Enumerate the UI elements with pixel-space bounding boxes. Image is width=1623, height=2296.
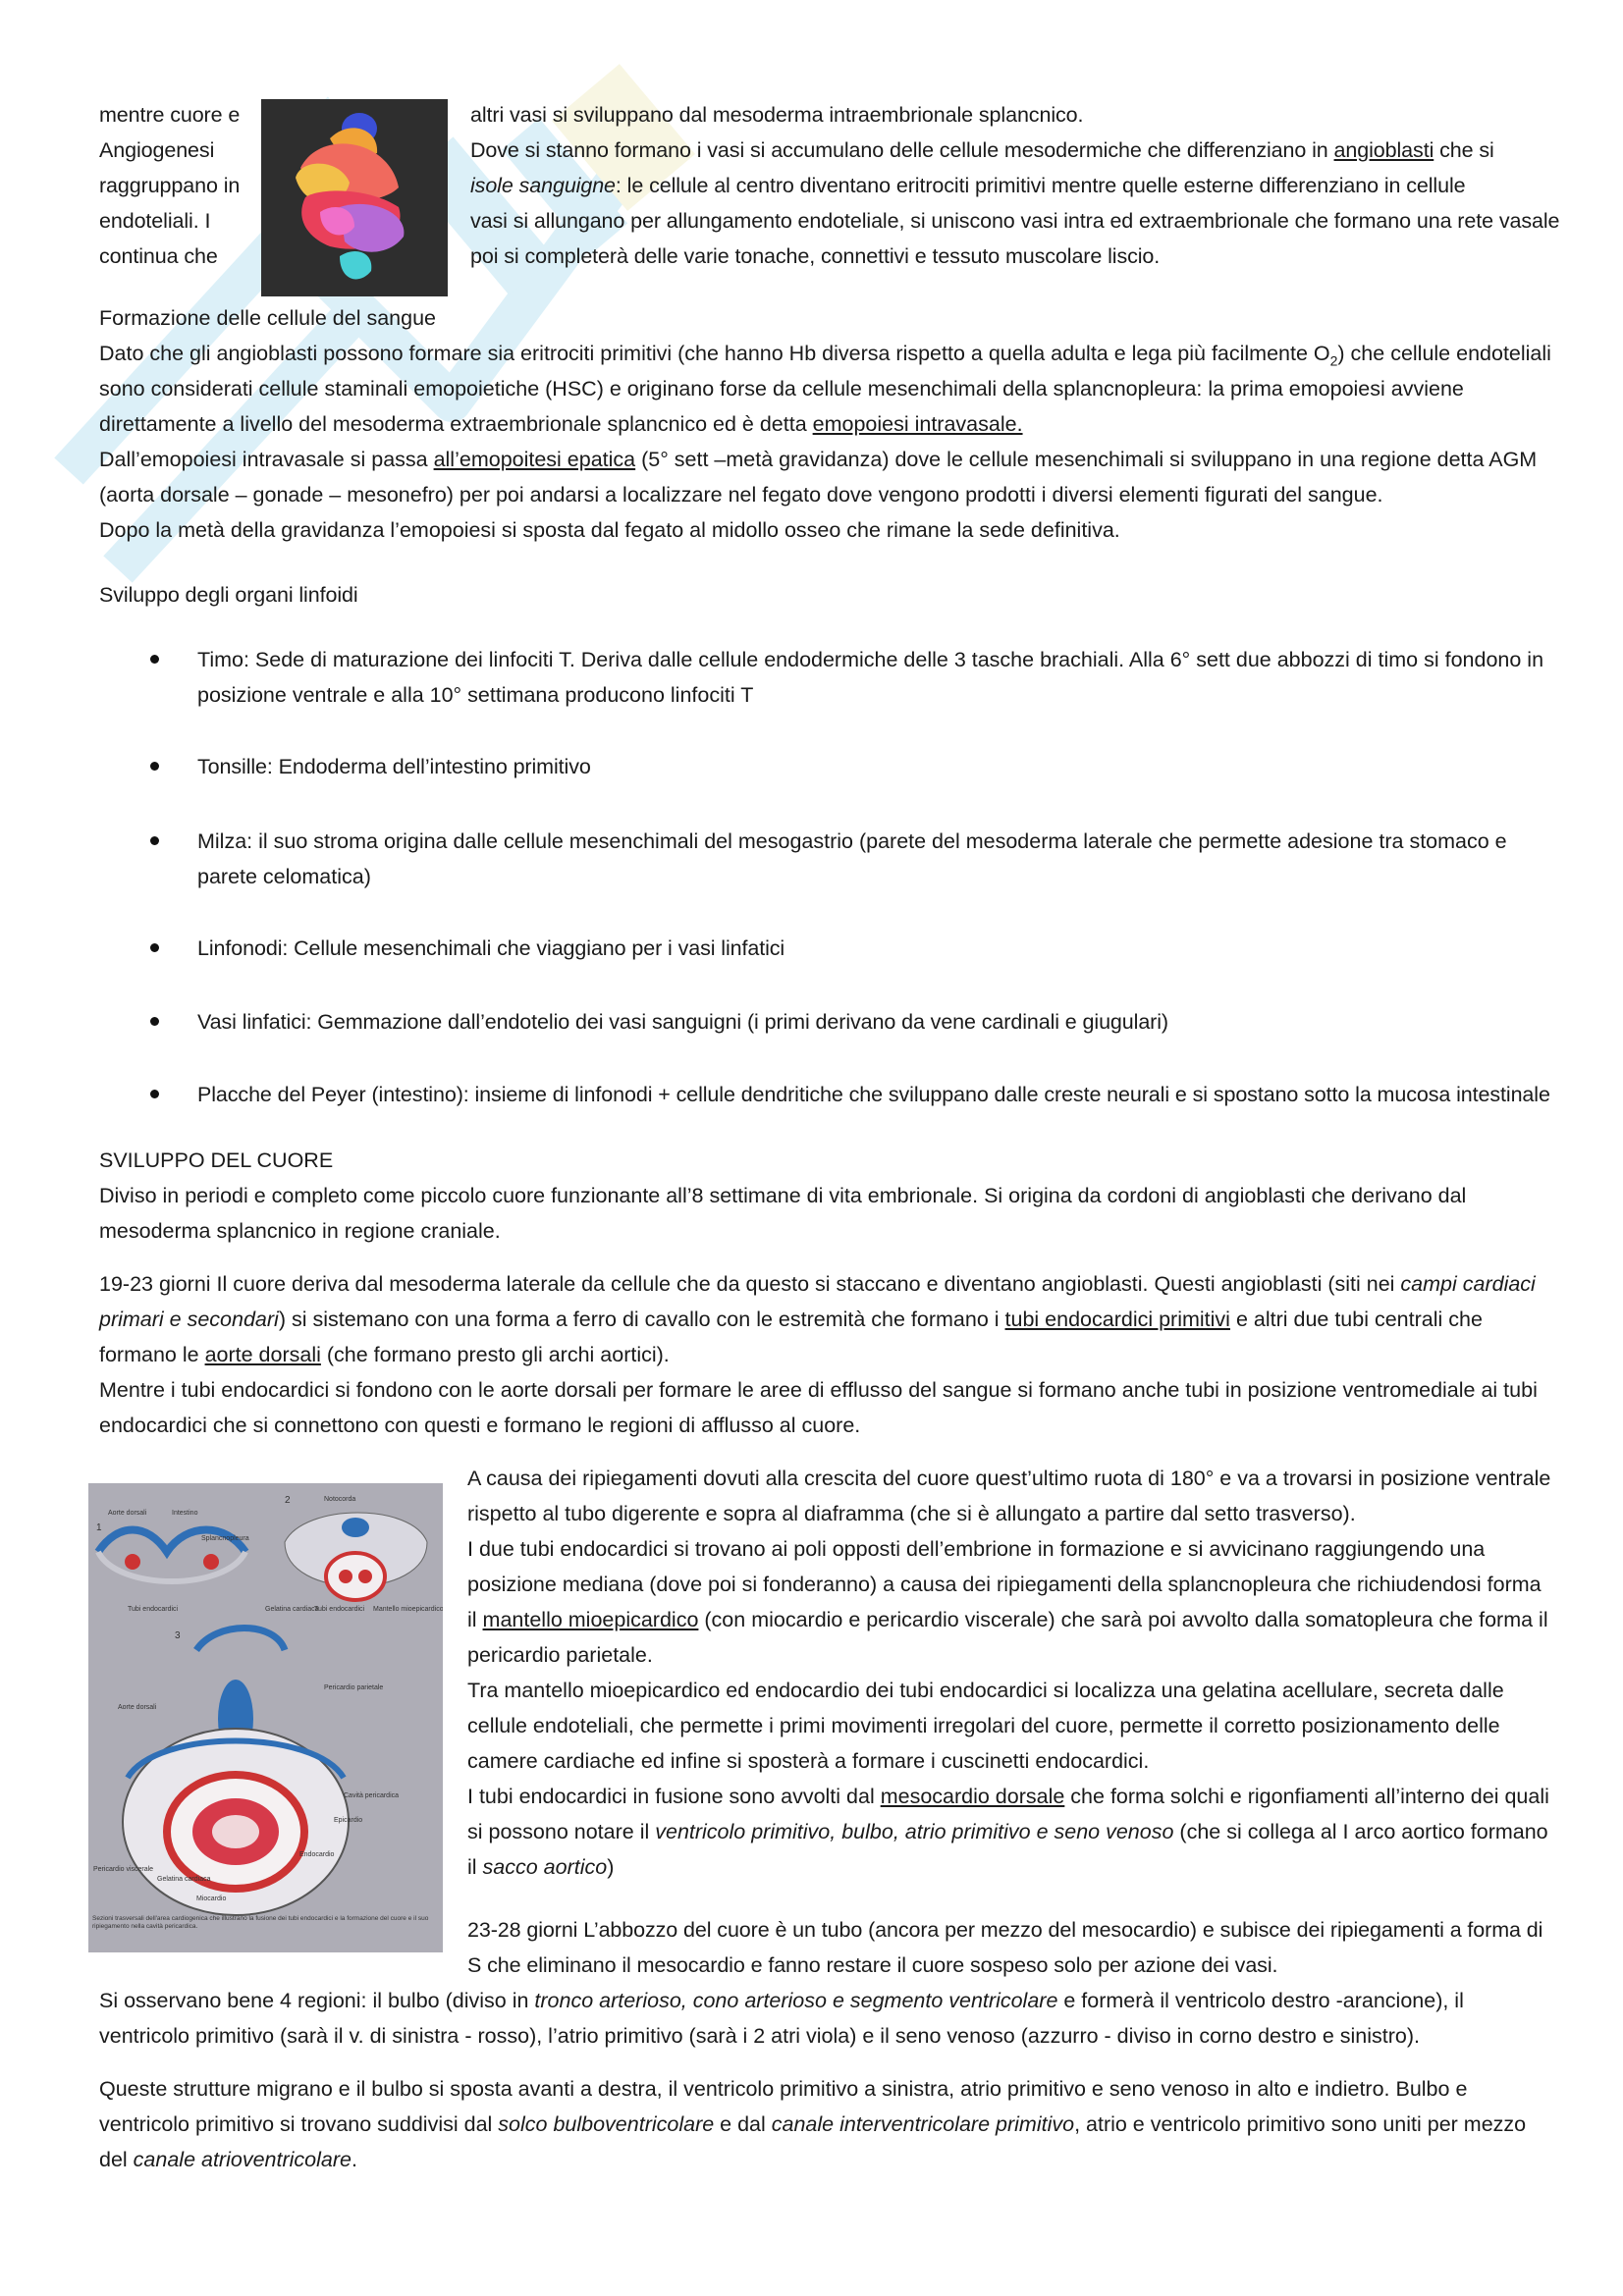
right-line-1: altri vasi si sviluppano dal mesoderma intraembrionale splancnico. [470, 103, 1084, 127]
fig-label: Splancnopleura [201, 1535, 249, 1542]
embryo-cross-section-figure [88, 1483, 443, 1952]
heart-tube-model-image [261, 99, 448, 296]
blood-paragraph-1: Dato che gli angioblasti possono formare sia eritrociti primitivi (che hanno Hb diversa rispetto a quella adulta e lega più facilmente $O_2$) che cellule endoteliali sono considerati cellule staminali emopoietiche (HSC) e originano forse da cellule mesenchimali della splancnopleura: la prima emopoiesi avviene direttamente a livello del mesoderma extraembrionale splancnico ed è detta emopoiesi intravasale. [99, 342, 1551, 436]
right-line-2: Dove si stanno formano i vasi si accumulano delle cellule mesodermiche che differenziano in angioblasti che si [470, 138, 1494, 162]
heart-fusion-text: I due tubi endocardici si trovano ai poli opposti dell’embrione in formazione e si avvicinano raggiungendo una posizione mediana (dove poi si fonderanno) a causa dei ripiegamenti della splancnopleura che richiudendosi forma il mantello mioepicardico (con miocardio e pericardio viscerale) che sarà poi avvolto dalla somatopleura che forma il pericardio parietale. [467, 1537, 1548, 1667]
fig-label: Epicardio [334, 1817, 363, 1824]
bullet-dot [150, 762, 159, 771]
fig-label: Tubi endocardici [314, 1606, 365, 1613]
heart-23-28-line-1: 23-28 giorni L’abbozzo del cuore è un tubo (ancora per mezzo del mesocardio) e subisce dei ripiegamenti a forma di [467, 1918, 1543, 1942]
fig-label: Intestino [172, 1510, 198, 1517]
fig-label: Endocardio [299, 1851, 335, 1858]
figure-caption: Sezioni trasversali dell'area cardiogenica che illustrano la fusione dei tubi endocardici e la formazione del cuore e il suo ripiegamento nella cavità pericardica. [92, 1915, 429, 1930]
list-item-vasi-linfatici: Vasi linfatici: Gemmazione dall’endotelio dei vasi sanguigni (i primi derivano da vene cardinali e giugulari) [197, 1010, 1168, 1034]
fig-number: 3 [175, 1630, 181, 1641]
list-item-placche-peyer: Placche del Peyer (intestino): insieme di linfonodi + cellule dendritiche che sviluppano dalle creste neurali e si spostano sotto la mucosa intestinale [197, 1083, 1550, 1106]
heart-intro: Diviso in periodi e completo come piccolo cuore funzionante all’8 settimane di vita embrionale. Si origina da cordoni di angioblasti che derivano dal mesoderma splancnico in regione craniale. [99, 1184, 1467, 1243]
fig-label: Cavità pericardica [344, 1792, 400, 1799]
bullet-dot [150, 1017, 159, 1026]
lymph-title: Sviluppo degli organi linfoidi [99, 583, 358, 607]
heart-title: SVILUPPO DEL CUORE [99, 1148, 334, 1172]
heart-23-28-line-2: S che eliminano il mesocardio e fanno restare il cuore sospeso solo per azione dei vasi. [467, 1953, 1278, 1977]
fig-label: Pericardio parietale [324, 1684, 384, 1691]
blood-paragraph-2: Dall’emopoiesi intravasale si passa all’emopoitesi epatica (5° sett –metà gravidanza) dove le cellule mesenchimali si sviluppano in una regione detta AGM (aorta dorsale – gonade – mesonefro) per poi andarsi a localizzare nel fegato dove vengono prodotti i diversi elementi figurati del sangue. [99, 448, 1538, 507]
heart-mesocardium-text: I tubi endocardici in fusione sono avvolti dal mesocardio dorsale che forma solchi e rigonfiamenti all’interno dei quali si possono notare il ventricolo primitivo, bulbo, atrio primitivo e seno venoso (che si collega al I arco aortico formano il sacco aortico) [467, 1785, 1549, 1879]
heart-migration-text: Queste strutture migrano e il bulbo si sposta avanti a destra, il ventricolo primitivo a sinistra, atrio primitivo e seno venoso in alto e indietro. Bulbo e ventricolo primitivo si trovano suddivisi dal solco bulboventricolare e dal canale interventricolare primitivo, atrio e ventricolo primitivo sono uniti per mezzo del canale atrioventricolare. [99, 2077, 1527, 2171]
fig-label: Mantello mioepicardico [373, 1606, 443, 1613]
fig-label: Tubi endocardici [128, 1606, 179, 1613]
fig-label: Aorte dorsali [108, 1510, 147, 1517]
blood-title: Formazione delle cellule del sangue [99, 306, 437, 330]
heart-rotation-text: A causa dei ripiegamenti dovuti alla crescita del cuore quest’ultimo ruota di 180° e va a trovarsi in posizione ventrale rispetto al tubo digerente e sopra al diaframma (che si è allungato a partire dal setto trasverso). [467, 1467, 1551, 1525]
list-item-tonsille: Tonsille: Endoderma dell’intestino primitivo [197, 755, 591, 778]
bullet-dot [150, 655, 159, 664]
right-line-5: poi si completerà delle varie tonache, connettivi e tessuto muscolare liscio. [470, 244, 1161, 268]
left-line-5: continua che [99, 244, 218, 268]
fig-number: 2 [285, 1495, 291, 1506]
heart-paragraph-1: 19-23 giorni Il cuore deriva dal mesoderma laterale da cellule che da questo si staccano e diventano angioblasti. Questi angioblasti (siti nei campi cardiaci primari e secondari) si sistemano con una forma a ferro di cavallo con le estremità che formano i tubi endocardici primitivi e altri due tubi centrali che formano le aorte dorsali (che formano presto gli archi aortici). [99, 1272, 1536, 1366]
left-line-3: raggruppano in [99, 174, 241, 197]
right-line-3: isole sanguigne: le cellule al centro diventano eritrociti primitivi mentre quelle esterne differenziano in cellule [470, 174, 1466, 197]
left-line-2: Angiogenesi [99, 138, 215, 162]
heart-gelatin-text: Tra mantello mioepicardico ed endocardio dei tubi endocardici si localizza una gelatina acellulare, secreta dalle cellule endoteliali, che permette i primi movimenti irregolari del cuore, permette il corretto posizionamento delle camere cardiache ed infine si sposterà a formare i cuscinetti endocardici. [467, 1679, 1504, 1773]
list-item-milza: Milza: il suo stroma origina dalle cellule mesenchimali del mesogastrio (parete del mesoderma laterale che permette adesione tra stomaco e parete celomatica) [197, 829, 1507, 888]
right-line-4: vasi si allungano per allungamento endoteliale, si uniscono vasi intra ed extraembrionale che formano una rete vasale [470, 209, 1560, 233]
blood-section [99, 300, 1552, 548]
bullet-dot [150, 836, 159, 845]
bullet-dot [150, 1090, 159, 1098]
fig-label: Gelatina cardiaca [265, 1606, 319, 1613]
blood-paragraph-3: Dopo la metà della gravidanza l’emopoiesi si sposta dal fegato al midollo osseo che rimane la sede definitiva. [99, 518, 1120, 542]
fig-label: Miocardio [196, 1896, 227, 1902]
fig-label: Gelatina cardiaca [157, 1876, 211, 1883]
left-line-1: mentre cuore e [99, 103, 241, 127]
heart-section-top [99, 1143, 1552, 1443]
fig-number: 1 [96, 1522, 102, 1533]
fig-label: Aorte dorsali [118, 1704, 157, 1711]
heart-right-column [467, 1461, 1552, 1885]
fig-label: Notocorda [324, 1496, 356, 1503]
fig-label: Pericardio viscerale [93, 1866, 154, 1873]
heart-regions-text: Si osservano bene 4 regioni: il bulbo (diviso in tronco arterioso, cono arterioso e segmento ventricolare e formerà il ventricolo destro -arancione), il ventricolo primitivo (sarà il v. di sinistra - rosso), l’atrio primitivo (sarà i 2 atri viola) e il seno venoso (azzurro - diviso in corno destro e sinistro). [99, 1989, 1464, 2048]
list-item-timo: Timo: Sede di maturazione dei linfociti T. Deriva dalle cellule endodermiche delle 3 tasche brachiali. Alla 6° sett due abbozzi di timo si fondono in posizione ventrale e alla 10° settimana producono linfociti T [197, 648, 1544, 707]
list-item-linfonodi: Linfonodi: Cellule mesenchimali che viaggiano per i vasi linfatici [197, 936, 785, 960]
heart-section-bottom [99, 1983, 1552, 2177]
bullet-dot [150, 943, 159, 952]
heart-paragraph-2: Mentre i tubi endocardici si fondono con le aorte dorsali per formare le aree di efflusso del sangue si formano anche tubi in posizione ventromediale ai tubi endocardici che si connettono con questi e formano le regioni di afflusso al cuore. [99, 1378, 1538, 1437]
left-line-4: endoteliali. I [99, 209, 211, 233]
